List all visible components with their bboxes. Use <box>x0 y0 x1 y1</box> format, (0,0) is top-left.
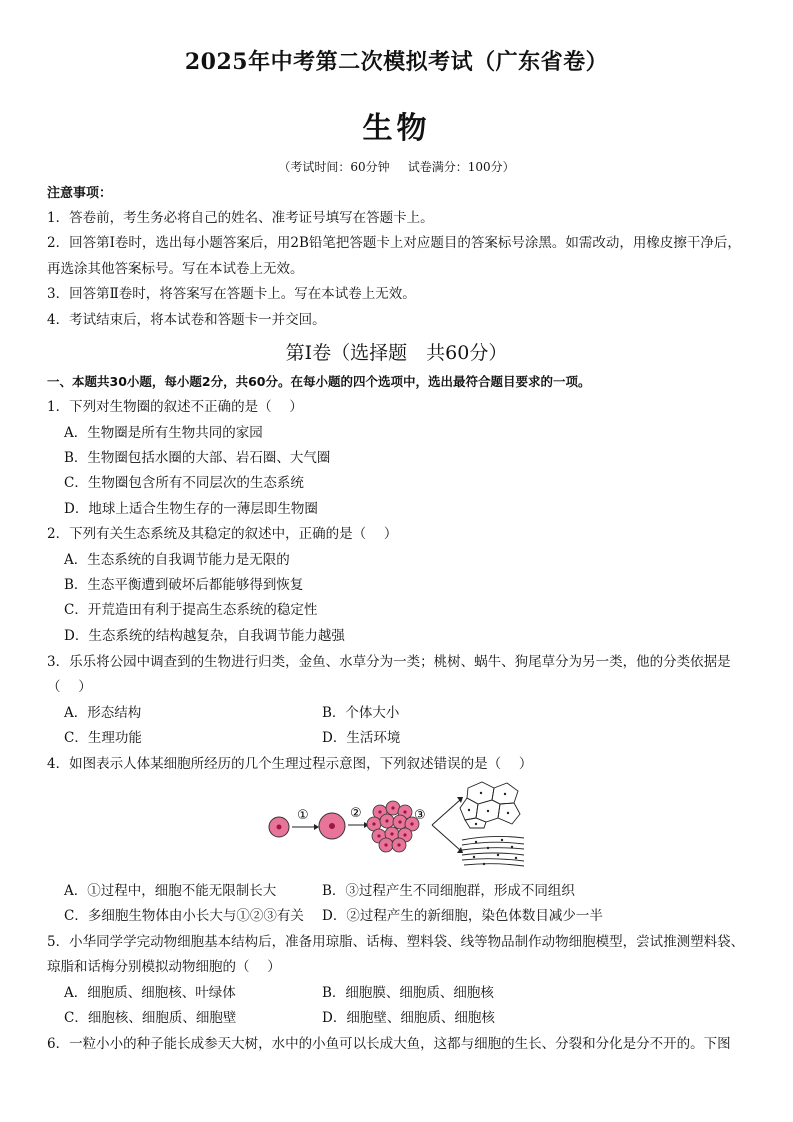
option: D．生态系统的结构越复杂，自我调节能力越强 <box>64 628 345 644</box>
muscle-tissue <box>462 836 524 866</box>
option: C．细胞核、细胞质、细胞壁 <box>64 1010 237 1026</box>
notice-heading: 注意事项： <box>47 186 113 201</box>
subject-title: 生物 <box>362 111 431 146</box>
option: A．生态系统的自我调节能力是无限的 <box>64 552 290 568</box>
option: B．③过程产生不同细胞群，形成不同组织 <box>322 883 575 899</box>
question-stem: 6．一粒小小的种子能长成参天大树，水中的小鱼可以长成大鱼，这都与细胞的生长、分裂和分化是分不开的。下图 <box>47 1036 731 1052</box>
option: D．生活环境 <box>322 730 401 746</box>
question-stem: 4．如图表示人体某细胞所经历的几个生理过程示意图，下列叙述错误的是（ ） <box>47 756 533 772</box>
option: D．地球上适合生物生存的一薄层即生物圈 <box>64 501 318 517</box>
notice-item: 1．答卷前，考生务必将自己的姓名、准考证号填写在答题卡上。 <box>47 210 434 226</box>
question-stem: 1．下列对生物圈的叙述不正确的是（ ） <box>47 399 303 415</box>
exam-time: （考试时间：60分钟 <box>278 160 390 174</box>
part-intro: 一、本题共30小题，每小题2分，共60分。在每小题的四个选项中，选出最符合题目要求的一项。 <box>47 374 591 389</box>
option: B．个体大小 <box>322 705 400 721</box>
exam-title: 2025年中考第二次模拟考试（广东省卷） <box>184 49 609 75</box>
option: A．①过程中，细胞不能无限制长大 <box>64 883 277 899</box>
question-stem: 5．小华同学学完动物细胞基本结构后，准备用琼脂、话梅、塑料袋、线等物品制作动物细胞模型，尝试推测塑料袋、 <box>47 934 745 950</box>
question-stem: 3．乐乐将公园中调查到的生物进行归类，金鱼、水草分为一类；桃树、蜗牛、狗尾草分为另一类，他的分类依据是 <box>47 654 731 670</box>
section-heading: 第Ⅰ卷（选择题 共60分） <box>285 342 508 364</box>
notice-item: 4．考试结束后，将本试卷和答题卡一并交回。 <box>47 312 326 328</box>
question-stem-continued: 琼脂和话梅分别模拟动物细胞的（ ） <box>47 959 281 975</box>
exam-info <box>0 158 793 175</box>
epithelial-tissue <box>460 782 520 828</box>
option: B．细胞膜、细胞质、细胞核 <box>322 985 494 1001</box>
option: C．生理功能 <box>64 730 142 746</box>
notice-item: 2．回答第Ⅰ卷时，选出每小题答案后，用2B铅笔把答题卡上对应题目的答案标号涂黑。如需改动，用橡皮擦干净后， <box>47 235 741 251</box>
notice-item: 3．回答第Ⅱ卷时，将答案写在答题卡上。写在本试卷上无效。 <box>47 286 416 302</box>
notice-item: 再选涂其他答案标号。写在本试卷上无效。 <box>47 261 304 277</box>
question-stem-continued: （ ） <box>47 679 92 695</box>
small-cell <box>269 817 289 837</box>
grown-cell <box>319 813 345 839</box>
option: D．细胞壁、细胞质、细胞核 <box>322 1010 495 1026</box>
step-label: ③ <box>414 808 426 823</box>
exam-score: 试卷满分：100分） <box>407 160 515 174</box>
option: B．生态平衡遭到破坏后都能够得到恢复 <box>64 577 304 593</box>
question-stem: 2．下列有关生态系统及其稳定的叙述中，正确的是（ ） <box>47 526 398 542</box>
arrow-3-up <box>432 800 460 825</box>
step-label: ① <box>297 808 309 823</box>
option: C．开荒造田有利于提高生态系统的稳定性 <box>64 602 318 618</box>
arrow-3-down <box>432 825 460 850</box>
option: C．生物圈包含所有不同层次的生态系统 <box>64 475 304 491</box>
option: C．多细胞生物体由小长大与①②③有关 <box>64 908 304 924</box>
option: A．形态结构 <box>64 705 142 721</box>
cell-process-diagram <box>262 778 532 870</box>
step-label: ② <box>350 806 362 821</box>
option: B．生物圈包括水圈的大部、岩石圈、大气圈 <box>64 450 331 466</box>
option: D．②过程产生的新细胞，染色体数目减少一半 <box>322 908 603 924</box>
option: A．生物圈是所有生物共同的家园 <box>64 425 263 441</box>
option: A．细胞质、细胞核、叶绿体 <box>64 985 236 1001</box>
